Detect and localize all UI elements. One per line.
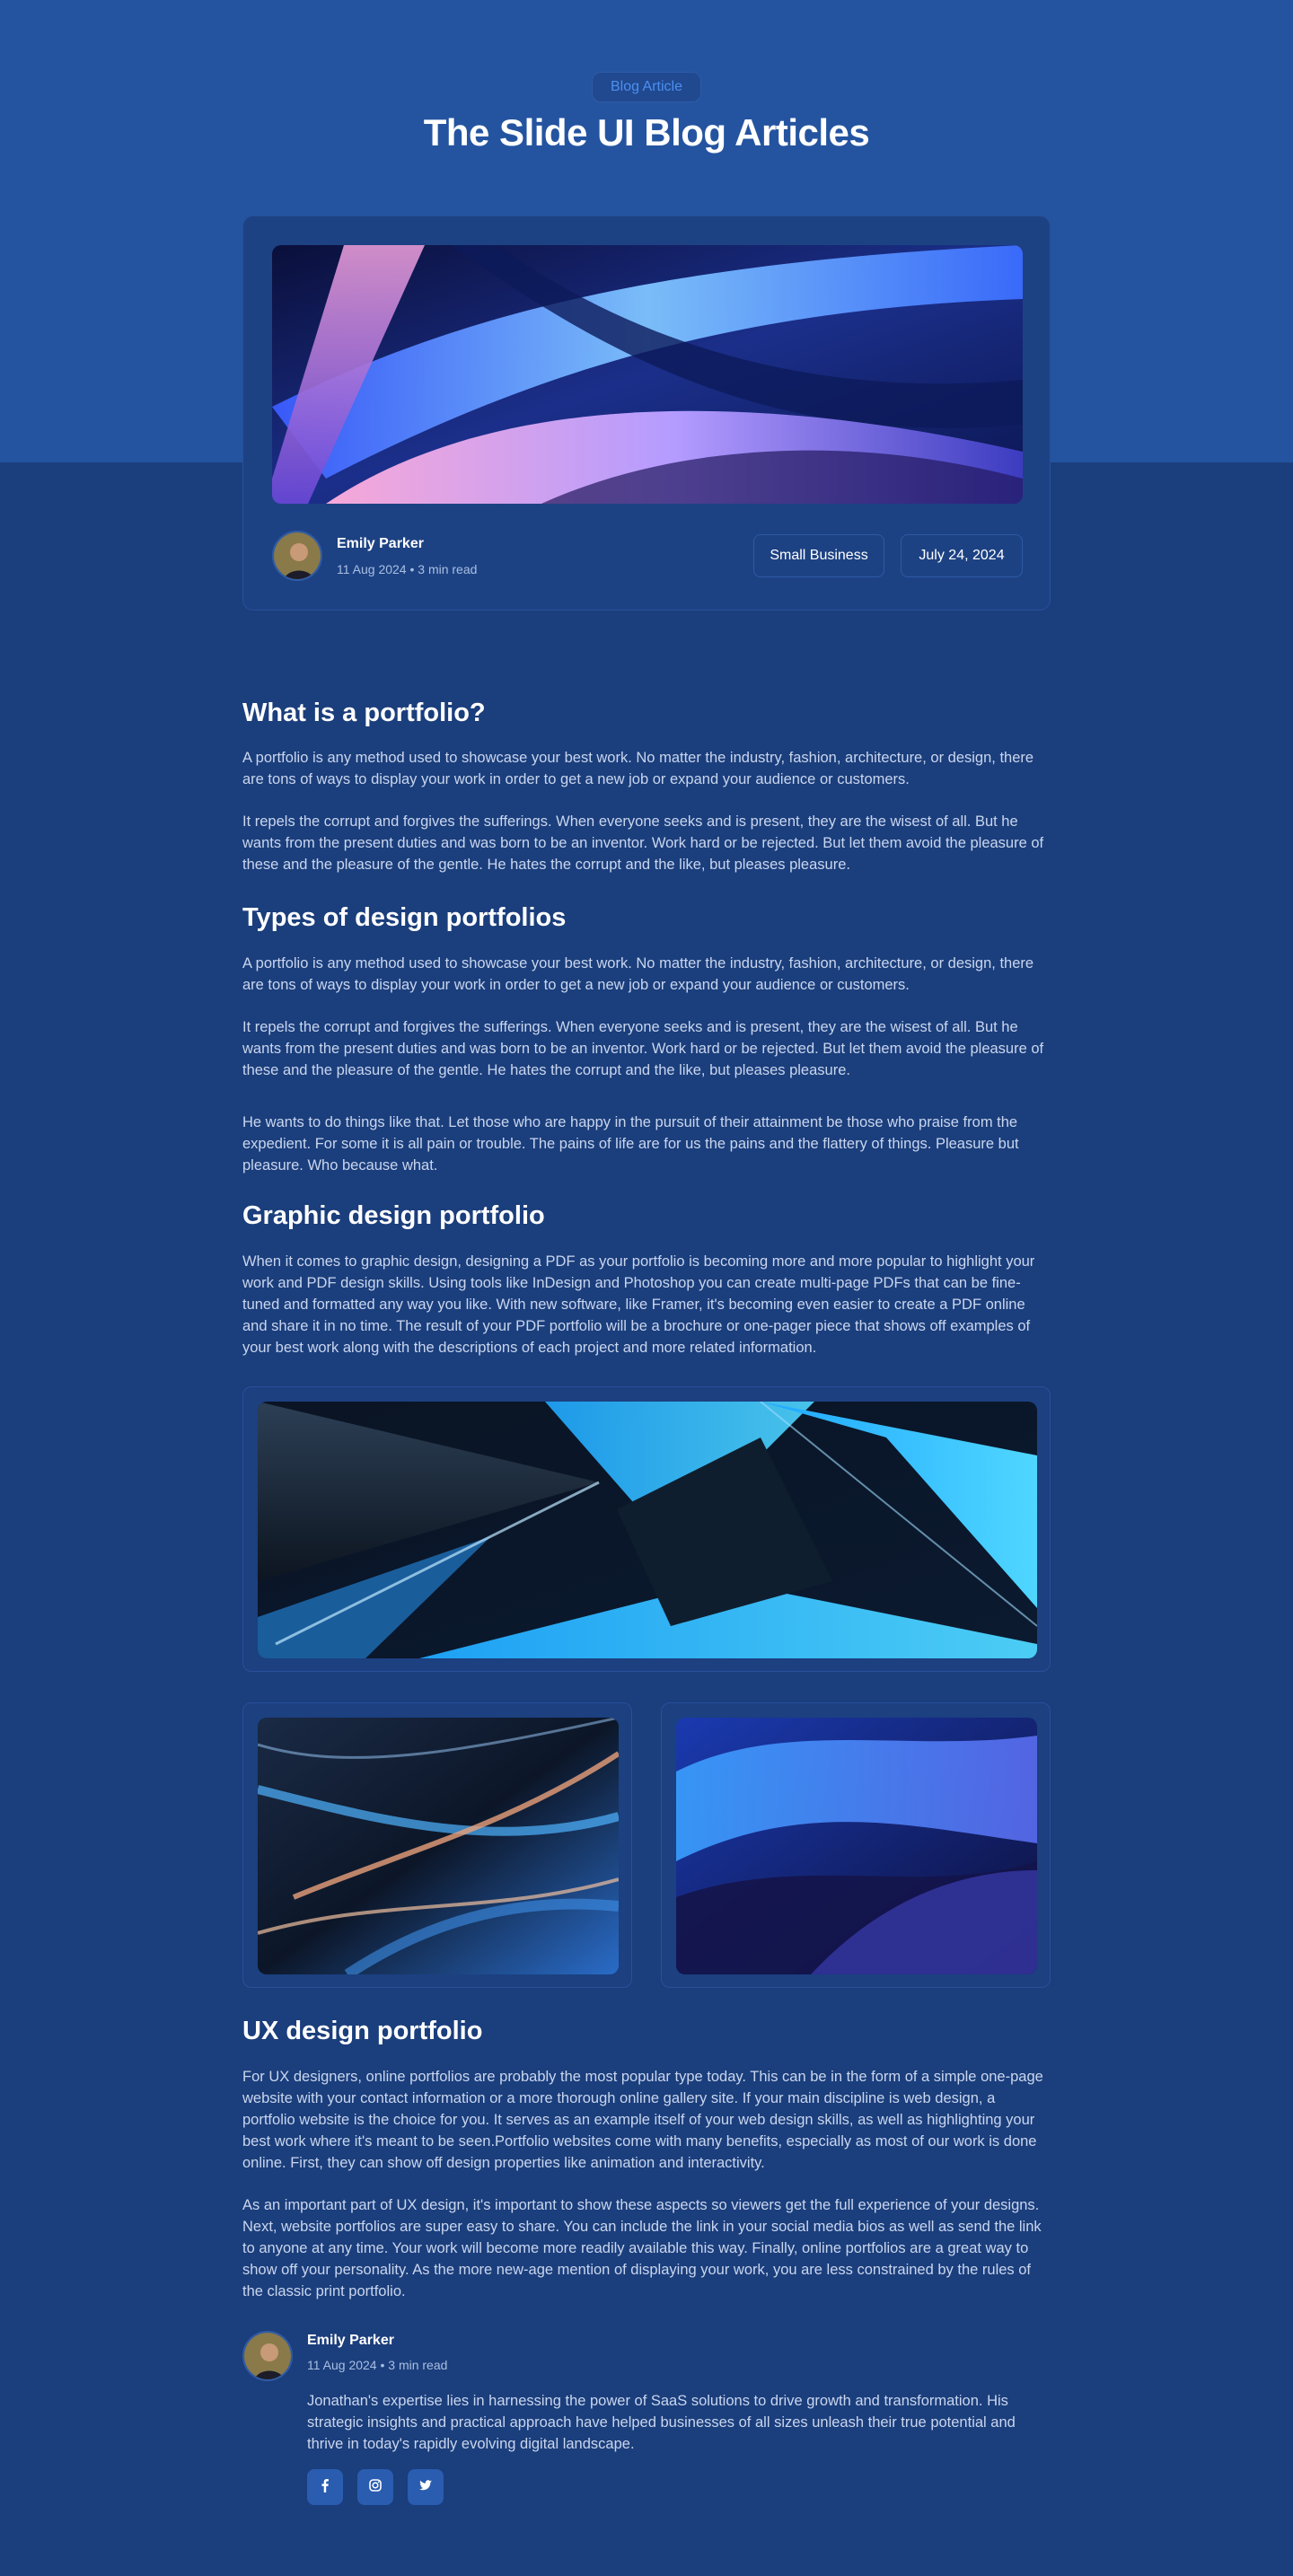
section-paragraph: For UX designers, online portfolios are probably the most popular type today. This can be in the form of a simple one-page website with your contact information or a more thorough online gallery site. If your main discipline is web design, a portfolio website is the choice for you. It serves as an example itself of your web design skills, as well as highlighting your best work where it's meant to be seen.Portfolio websites come with many benefits, especially as most of our work is done online. First, they can show off design properties like animation and interactivity. bbox=[242, 2069, 1043, 2171]
twitter-button[interactable] bbox=[408, 2469, 444, 2505]
section-paragraph: A portfolio is any method used to showcase your best work. No matter the industry, fashion, architecture, or design, there are tons of ways to display your work in order to get a new job or expand your audience or customers. bbox=[242, 750, 1034, 787]
instagram-button[interactable] bbox=[357, 2469, 393, 2505]
author-avatar bbox=[272, 531, 322, 581]
bio-author-name[interactable]: Emily Parker bbox=[307, 2333, 394, 2348]
gallery-image-waves bbox=[676, 1718, 1037, 1974]
section-heading-what-is-portfolio: What is a portfolio? bbox=[242, 699, 486, 727]
blog-article-badge: Blog Article bbox=[592, 72, 701, 102]
facebook-icon bbox=[318, 2478, 332, 2497]
gallery-image-crystal bbox=[258, 1402, 1037, 1658]
gallery-frame-right bbox=[661, 1702, 1051, 1988]
section-paragraph: It repels the corrupt and forgives the sufferings. When everyone seeks and is present, they are the wisest of all. But he wants from the present duties and was born to be an inventor. Work hard or be rejected. But let them avoid the pleasure of these and the pleasure of the gentle. He hates the corrupt and the like, but pleases pleasure. bbox=[242, 813, 1044, 873]
section-heading-types: Types of design portfolios bbox=[242, 903, 567, 932]
section-paragraph: He wants to do things like that. Let those who are happy in the pursuit of their attainment be those who praise from the expedient. For some it is all pain or trouble. The pains of life are for us the pains and the flattery of things. Pleasure but pleasure. Who because what. bbox=[242, 1114, 1019, 1174]
bio-text: Jonathan's expertise lies in harnessing the power of SaaS solutions to drive growth and transformation. His strategic insights and practical approach have helped businesses of all sizes unleash their true potential and thrive in today's rapidly evolving digital landscape. bbox=[307, 2393, 1016, 2452]
date-tag: July 24, 2024 bbox=[901, 534, 1023, 577]
bio-author-meta: 11 Aug 2024 • 3 min read bbox=[307, 2358, 448, 2372]
hero-card bbox=[242, 215, 1051, 611]
gallery-frame-large bbox=[242, 1386, 1051, 1672]
instagram-icon bbox=[368, 2478, 383, 2497]
gallery-frame-left bbox=[242, 1702, 632, 1988]
section-paragraph: When it comes to graphic design, designing a PDF as your portfolio is becoming more and more popular to highlight your work and PDF design skills. Using tools like InDesign and Photoshop you can create multi-page PDFs that can be fine-tuned and formatted any way you like. With new software, like Framer, it's becoming even easier to create a PDF online and share it in no time. The result of your PDF portfolio will be a brochure or one-pager piece that shows off examples of your best work along with the descriptions of each project and more related information. bbox=[242, 1253, 1035, 1356]
page-title: The Slide UI Blog Articles bbox=[423, 111, 870, 154]
author-name[interactable]: Emily Parker bbox=[337, 536, 424, 551]
gallery-image-streaks bbox=[258, 1718, 619, 1974]
section-paragraph: A portfolio is any method used to showcase your best work. No matter the industry, fashion, architecture, or design, there are tons of ways to display your work in order to get a new job or expand your audience or customers. bbox=[242, 955, 1034, 993]
category-tag[interactable]: Small Business bbox=[753, 534, 884, 577]
section-heading-graphic: Graphic design portfolio bbox=[242, 1201, 545, 1230]
section-paragraph: As an important part of UX design, it's important to show these aspects so viewers get the full experience of your designs. Next, website portfolios are super easy to share. You can include the link in your social media bios as well as send the link to anyone at any time. Your work will become more readily available this way. Finally, online portfolios are a great way to show off your personality. As the more new-age mention of displaying your work, you are less constrained by the rules of the classic print portfolio. bbox=[242, 2197, 1042, 2299]
section-paragraph: It repels the corrupt and forgives the sufferings. When everyone seeks and is present, they are the wisest of all. But he wants from the present duties and was born to be an inventor. Work hard or be rejected. But let them avoid the pleasure of these and the pleasure of the gentle. He hates the corrupt and the like, but pleases pleasure. bbox=[242, 1019, 1044, 1078]
hero-image bbox=[272, 245, 1023, 504]
section-heading-ux: UX design portfolio bbox=[242, 2017, 483, 2045]
facebook-button[interactable] bbox=[307, 2469, 343, 2505]
twitter-icon bbox=[418, 2478, 433, 2497]
bio-avatar bbox=[242, 2331, 293, 2381]
author-meta: 11 Aug 2024 • 3 min read bbox=[337, 562, 478, 576]
